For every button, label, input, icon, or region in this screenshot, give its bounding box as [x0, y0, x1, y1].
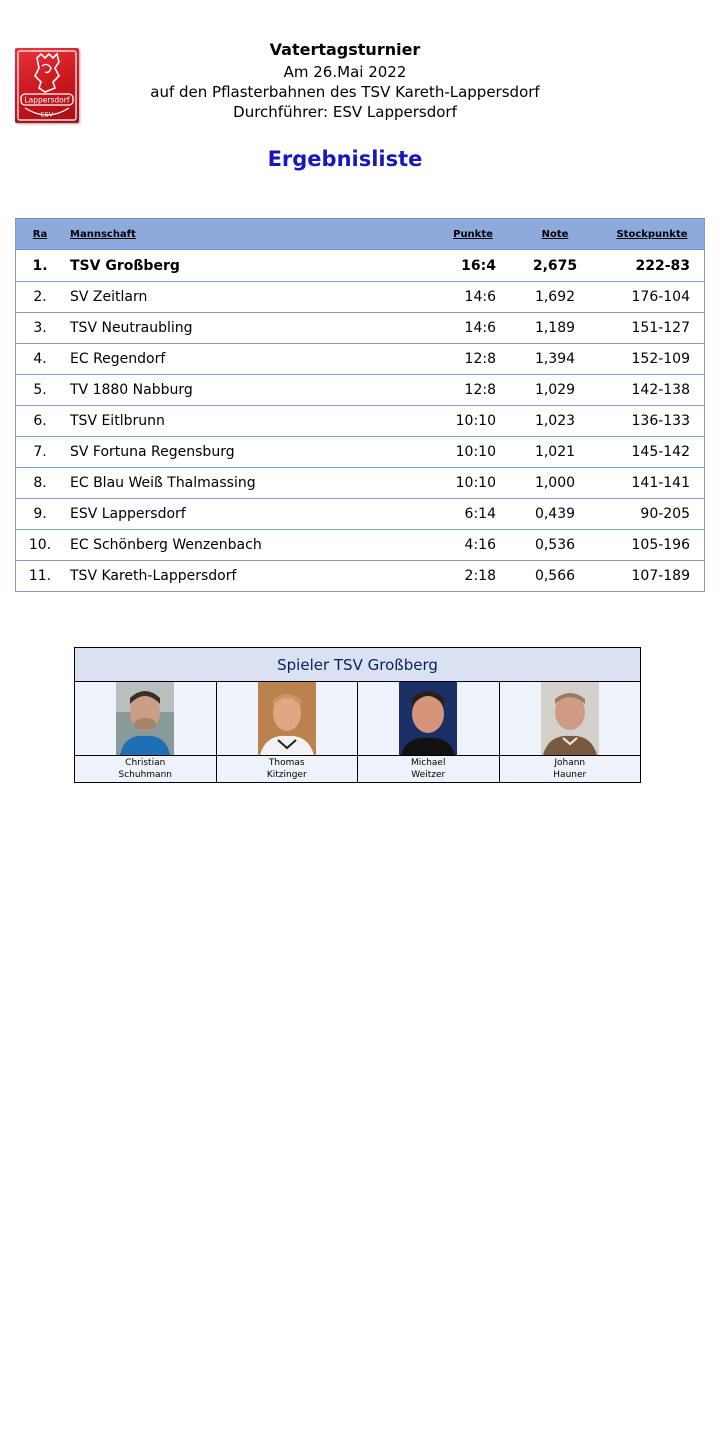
- player-photo-cell: [499, 682, 641, 756]
- team-cell: EC Regendorf: [64, 344, 436, 375]
- team-cell: SV Fortuna Regensburg: [64, 437, 436, 468]
- points-cell: 10:10: [436, 468, 510, 499]
- results-heading: Ergebnisliste: [267, 147, 423, 171]
- results-row: [16, 468, 705, 499]
- logo-sub-text: ESV: [40, 110, 54, 119]
- document-header: [0, 38, 690, 122]
- logo-text: Lappersdorf: [24, 95, 70, 105]
- column-header-stock: Stockpunkte: [600, 219, 705, 250]
- stock-cell: 136-133: [600, 406, 705, 437]
- rank-cell: 2.: [16, 282, 65, 313]
- results-row: [16, 313, 705, 344]
- rank-cell: 8.: [16, 468, 65, 499]
- player-photo-cell: [216, 682, 358, 756]
- points-cell: 10:10: [436, 437, 510, 468]
- points-cell: 2:18: [436, 561, 510, 592]
- note-cell: 2,675: [510, 250, 600, 282]
- team-cell: TSV Eitlbrunn: [64, 406, 436, 437]
- stock-cell: 145-142: [600, 437, 705, 468]
- rank-cell: 5.: [16, 375, 65, 406]
- stock-cell: 222-83: [600, 250, 705, 282]
- venue-line: auf den Pflasterbahnen des TSV Kareth-Lappersdorf: [150, 83, 540, 101]
- player-photo-cell: [75, 682, 217, 756]
- stock-cell: 151-127: [600, 313, 705, 344]
- players-heading: Spieler TSV Großberg: [75, 648, 641, 682]
- note-cell: 1,394: [510, 344, 600, 375]
- team-cell: TSV Großberg: [64, 250, 436, 282]
- note-cell: 1,021: [510, 437, 600, 468]
- points-cell: 4:16: [436, 530, 510, 561]
- note-cell: 1,029: [510, 375, 600, 406]
- note-cell: 1,000: [510, 468, 600, 499]
- points-cell: 14:6: [436, 282, 510, 313]
- column-header-note: Note: [510, 219, 600, 250]
- team-cell: EC Blau Weiß Thalmassing: [64, 468, 436, 499]
- column-header-rank: Ra: [16, 219, 65, 250]
- note-cell: 1,692: [510, 282, 600, 313]
- player-name-cell: [75, 756, 217, 783]
- player-photo-cell: [358, 682, 500, 756]
- results-row: [16, 437, 705, 468]
- results-row: [16, 499, 705, 530]
- stock-cell: 90-205: [600, 499, 705, 530]
- team-cell: EC Schönberg Wenzenbach: [64, 530, 436, 561]
- players-table: [74, 647, 641, 783]
- team-cell: TSV Neutraubling: [64, 313, 436, 344]
- results-header-row: [16, 219, 705, 250]
- stock-cell: 105-196: [600, 530, 705, 561]
- player-name-cell: [216, 756, 358, 783]
- rank-cell: 11.: [16, 561, 65, 592]
- results-row: [16, 561, 705, 592]
- team-cell: TSV Kareth-Lappersdorf: [64, 561, 436, 592]
- points-cell: 16:4: [436, 250, 510, 282]
- player-first-name: Johann: [554, 758, 586, 768]
- player-photo: [541, 682, 599, 755]
- player-photo: [399, 682, 457, 755]
- results-row: [16, 250, 705, 282]
- results-row: [16, 406, 705, 437]
- points-cell: 12:8: [436, 344, 510, 375]
- points-cell: 6:14: [436, 499, 510, 530]
- team-cell: ESV Lappersdorf: [64, 499, 436, 530]
- player-name-cell: [499, 756, 641, 783]
- player-last-name: Kitzinger: [266, 770, 307, 780]
- note-cell: 0,536: [510, 530, 600, 561]
- rank-cell: 4.: [16, 344, 65, 375]
- date-line: Am 26.Mai 2022: [283, 63, 407, 81]
- points-cell: 12:8: [436, 375, 510, 406]
- rank-cell: 6.: [16, 406, 65, 437]
- rank-cell: 9.: [16, 499, 65, 530]
- points-cell: 10:10: [436, 406, 510, 437]
- results-row: [16, 282, 705, 313]
- player-photo: [258, 682, 316, 755]
- results-row: [16, 375, 705, 406]
- rank-cell: 1.: [16, 250, 65, 282]
- note-cell: 1,023: [510, 406, 600, 437]
- results-row: [16, 530, 705, 561]
- results-row: [16, 344, 705, 375]
- points-cell: 14:6: [436, 313, 510, 344]
- player-photo: [116, 682, 174, 755]
- player-last-name: Hauner: [553, 770, 587, 780]
- player-last-name: Weitzer: [411, 770, 446, 780]
- note-cell: 0,566: [510, 561, 600, 592]
- player-first-name: Christian: [125, 758, 166, 768]
- rank-cell: 10.: [16, 530, 65, 561]
- page-title: Vatertagsturnier: [269, 40, 421, 59]
- team-cell: SV Zeitlarn: [64, 282, 436, 313]
- stock-cell: 141-141: [600, 468, 705, 499]
- stock-cell: 142-138: [600, 375, 705, 406]
- column-header-points: Punkte: [436, 219, 510, 250]
- player-first-name: Michael: [411, 758, 446, 768]
- note-cell: 1,189: [510, 313, 600, 344]
- stock-cell: 152-109: [600, 344, 705, 375]
- team-cell: TV 1880 Nabburg: [64, 375, 436, 406]
- player-first-name: Thomas: [268, 758, 305, 768]
- results-table: [15, 218, 705, 592]
- note-cell: 0,439: [510, 499, 600, 530]
- rank-cell: 3.: [16, 313, 65, 344]
- stock-cell: 176-104: [600, 282, 705, 313]
- rank-cell: 7.: [16, 437, 65, 468]
- stock-cell: 107-189: [600, 561, 705, 592]
- player-last-name: Schuhmann: [118, 770, 172, 780]
- organizer-line: Durchführer: ESV Lappersdorf: [233, 103, 457, 121]
- column-header-team: Mannschaft: [64, 219, 436, 250]
- player-name-cell: [358, 756, 500, 783]
